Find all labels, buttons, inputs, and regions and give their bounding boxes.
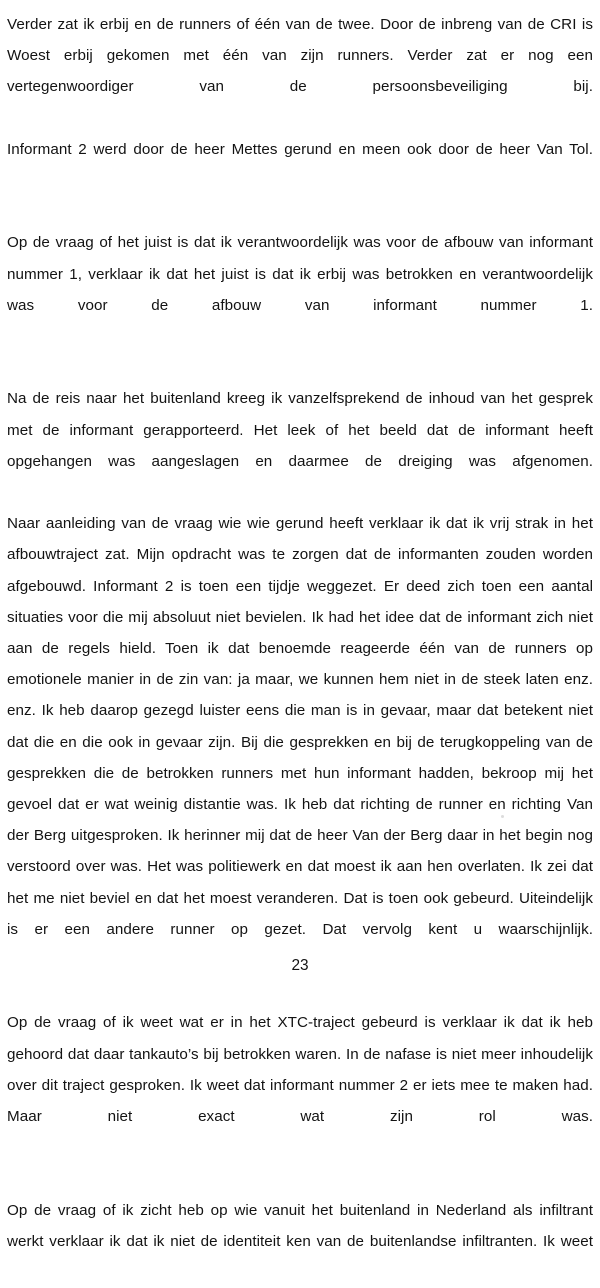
- paragraph-3: Op de vraag of het juist is dat ik verantwoordelijk was voor de afbouw van informant nummer 1, verklaar ik dat het juist is dat ik erbij was betrokken en verantwoordelijk was voor de afbouw van informant nummer 1.: [7, 234, 593, 314]
- scan-artifact-speck: [501, 815, 504, 818]
- page-number: 23: [291, 957, 309, 974]
- paragraph-7: Op de vraag of ik zicht heb op wie vanuit het buitenland in Nederland als infiltrant werkt verklaar ik dat ik niet de identiteit ken van de buitenlandse infiltranten. Ik weet: [7, 1201, 593, 1250]
- document-text-body: [7, 9, 593, 1288]
- paragraph-6: Op de vraag of ik weet wat er in het XTC-traject gebeurd is verklaar ik dat ik heb gehoord dat daar tankauto’s bij betrokken waren. In de nafase is niet meer inhoudelijk over dit traject gesproken. Ik weet dat informant nummer 2 er iets mee te maken had. Maar niet exact wat zijn rol was.: [7, 1014, 593, 1126]
- paragraph-1: Verder zat ik erbij en de runners of één van de twee. Door de inbreng van de CRI is Woest erbij gekomen met één van zijn runners. Verder zat er nog een vertegenwoordiger van de persoonsbeveiliging bij.: [7, 16, 593, 96]
- paragraph-5: Naar aanleiding van de vraag wie wie gerund heeft verklaar ik dat ik vrij strak in het afbouwtraject zat. Mijn opdracht was te zorgen dat de informanten zouden worden afgebouwd. Informant 2 is toen een tijdje weggezet. Er deed zich toen een aantal situaties voor die mij absoluut niet bevielen. Ik had het idee dat de informant zich niet aan de regels hield. Toen ik dat benoemde reageerde één van de runners op emotionele manier in de zin van: ja maar, we kunnen hem niet in de steek laten enz. enz. Ik heb daarop gezegd luister eens die man is in gevaar, maar dat betekent niet dat die en die ook in gevaar zijn. Bij die gesprekken en bij de terugkoppeling van de gesprekken die de betrokken runners met hun informant hadden, bekroop mij het gevoel dat er wat weinig distantie was. Ik heb dat richting de runner en richting Van der Berg uitgesproken. Ik herinner mij dat de heer Van der Berg daar in het begin nog verstoord over was. Het was politiewerk en dat moest ik aan hen overlaten. Ik zei dat het me niet beviel en dat het moest veranderen. Dat is toen ook gebeurd. Uiteindelijk is er een andere runner op gezet. Dat vervolg kent u waarschijnlijk.: [7, 515, 593, 938]
- paragraph-2: Informant 2 werd door de heer Mettes gerund en meen ook door de heer Van Tol.: [7, 140, 593, 158]
- paragraph-4: Na de reis naar het buitenland kreeg ik vanzelfsprekend de inhoud van het gesprek met de informant gerapporteerd. Het leek of het beeld dat de informant heeft opgehangen was aangeslagen en daarmee de dreiging was afgenomen.: [7, 390, 593, 470]
